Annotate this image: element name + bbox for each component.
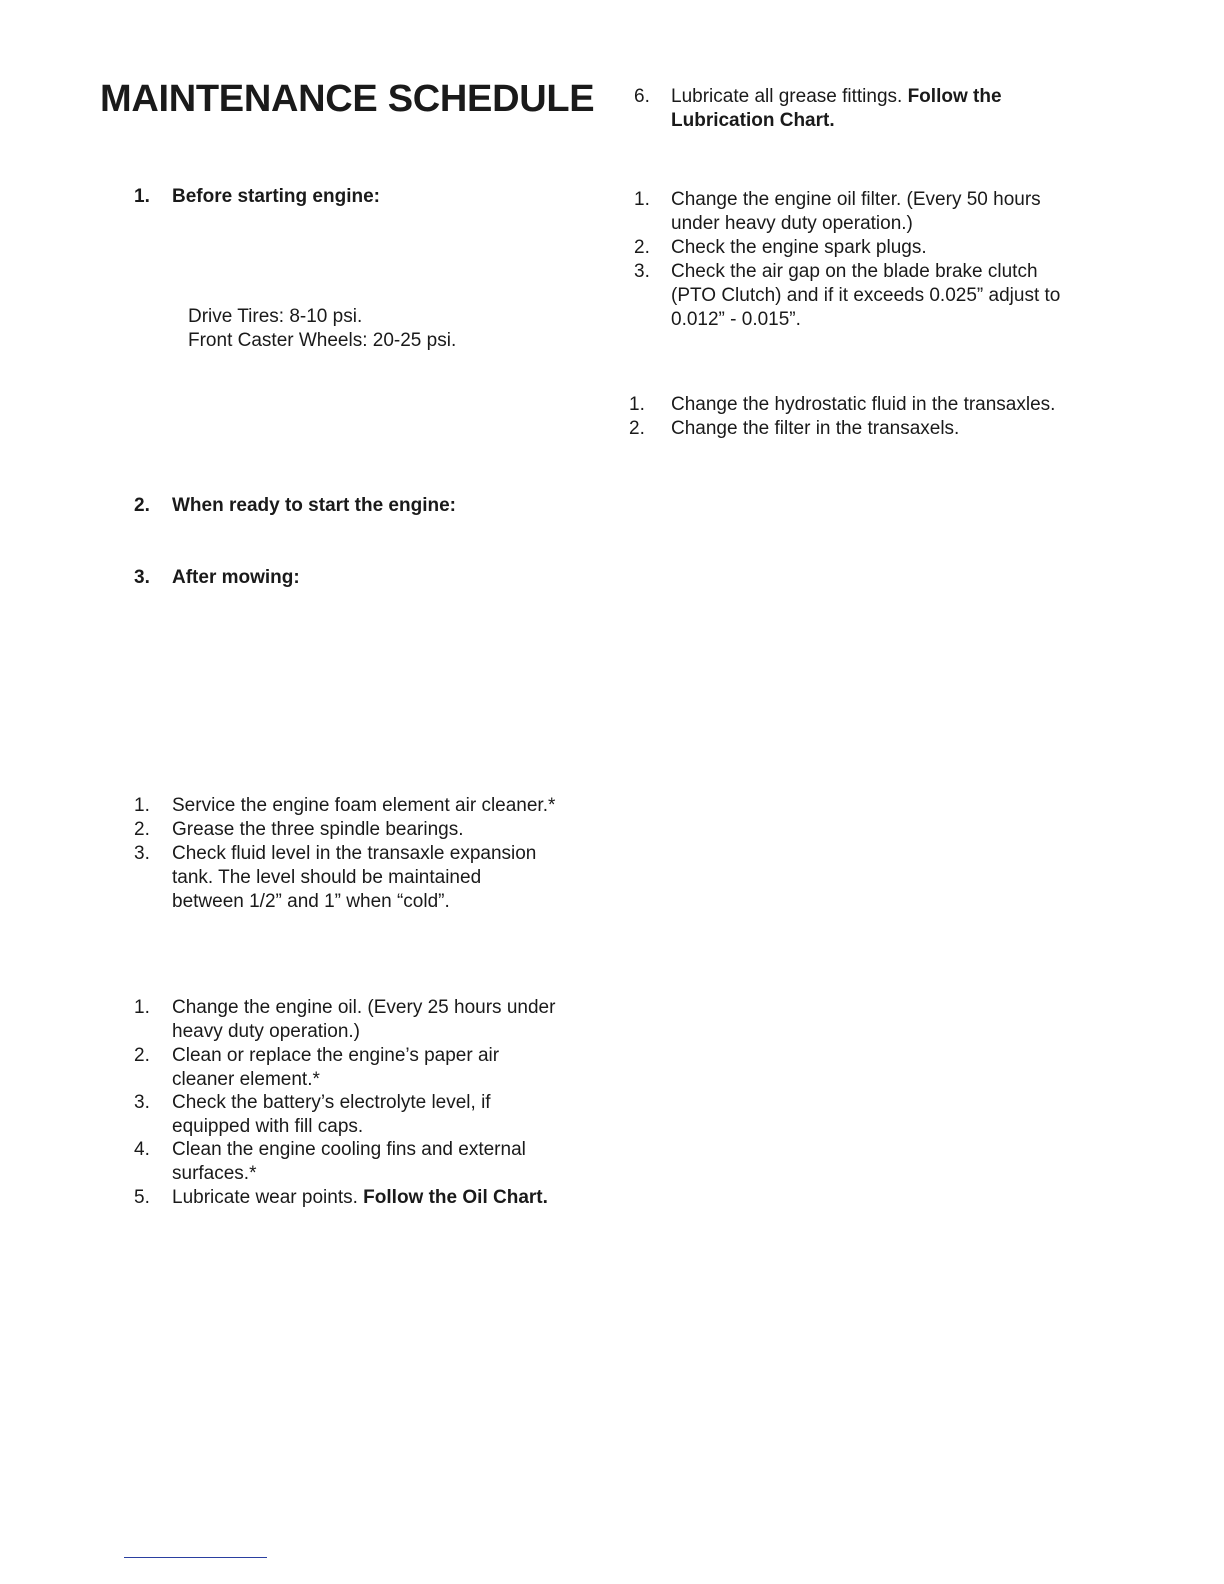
list-text: Clean or replace the engine’s paper air — [172, 1045, 500, 1066]
list-text: Check the engine spark plugs. — [671, 237, 927, 258]
list-text: between 1/2” and 1” when “cold”. — [172, 891, 450, 912]
list-text: tank. The level should be maintained — [172, 867, 482, 888]
list-text: equipped with fill caps. — [172, 1116, 364, 1137]
list-number: 6. — [634, 86, 650, 107]
lubrication-chart-reference-cont: Lubrication Chart. — [671, 110, 835, 131]
list-number: 1. — [134, 997, 150, 1018]
heading-label: Before starting engine: — [172, 186, 380, 207]
list-text: Service the engine foam element air cleaner.* — [172, 795, 556, 816]
list-text: Change the engine oil filter. (Every 50 hours — [671, 189, 1041, 210]
heading-number: 3. — [134, 567, 150, 588]
list-number: 3. — [134, 843, 150, 864]
drive-tire-pressure: Drive Tires: 8-10 psi. — [188, 306, 363, 327]
list-text: Clean the engine cooling fins and external — [172, 1139, 526, 1160]
list-number: 3. — [634, 261, 650, 282]
list-text: Check the air gap on the blade brake clutch — [671, 261, 1038, 282]
heading-number: 1. — [134, 186, 150, 207]
list-text: cleaner element.* — [172, 1069, 320, 1090]
list-text: Check the battery’s electrolyte level, if — [172, 1092, 491, 1113]
list-number: 4. — [134, 1139, 150, 1160]
footnote-divider — [124, 1557, 267, 1558]
list-number: 1. — [629, 394, 645, 415]
list-text: Change the hydrostatic fluid in the transaxles. — [671, 394, 1056, 415]
page-title: MAINTENANCE SCHEDULE — [100, 78, 595, 120]
heading-label: When ready to start the engine: — [172, 495, 456, 516]
list-text: under heavy duty operation.) — [671, 213, 913, 234]
list-number: 2. — [629, 418, 645, 439]
lubrication-chart-reference: Follow the — [907, 86, 1002, 107]
list-number: 3. — [134, 1092, 150, 1113]
list-text: Grease the three spindle bearings. — [172, 819, 464, 840]
list-text: (PTO Clutch) and if it exceeds 0.025” adjust to — [671, 285, 1061, 306]
list-text: 0.012” - 0.015”. — [671, 309, 801, 330]
list-number: 5. — [134, 1187, 150, 1208]
list-text: Lubricate all grease fittings. — [671, 86, 908, 107]
list-text: Change the filter in the transaxels. — [671, 418, 960, 439]
list-text: Lubricate wear points. — [172, 1187, 364, 1208]
list-text: Change the engine oil. (Every 25 hours under — [172, 997, 556, 1018]
list-number: 2. — [634, 237, 650, 258]
caster-wheel-pressure: Front Caster Wheels: 20-25 psi. — [188, 330, 457, 351]
heading-label: After mowing: — [172, 567, 300, 588]
oil-chart-reference: Follow the Oil Chart. — [363, 1187, 548, 1208]
list-text: Check fluid level in the transaxle expansion — [172, 843, 537, 864]
list-number: 1. — [134, 795, 150, 816]
list-text: heavy duty operation.) — [172, 1021, 361, 1042]
heading-number: 2. — [134, 495, 150, 516]
list-number: 2. — [134, 819, 150, 840]
list-text: surfaces.* — [172, 1163, 257, 1184]
list-number: 2. — [134, 1045, 150, 1066]
list-number: 1. — [634, 189, 650, 210]
